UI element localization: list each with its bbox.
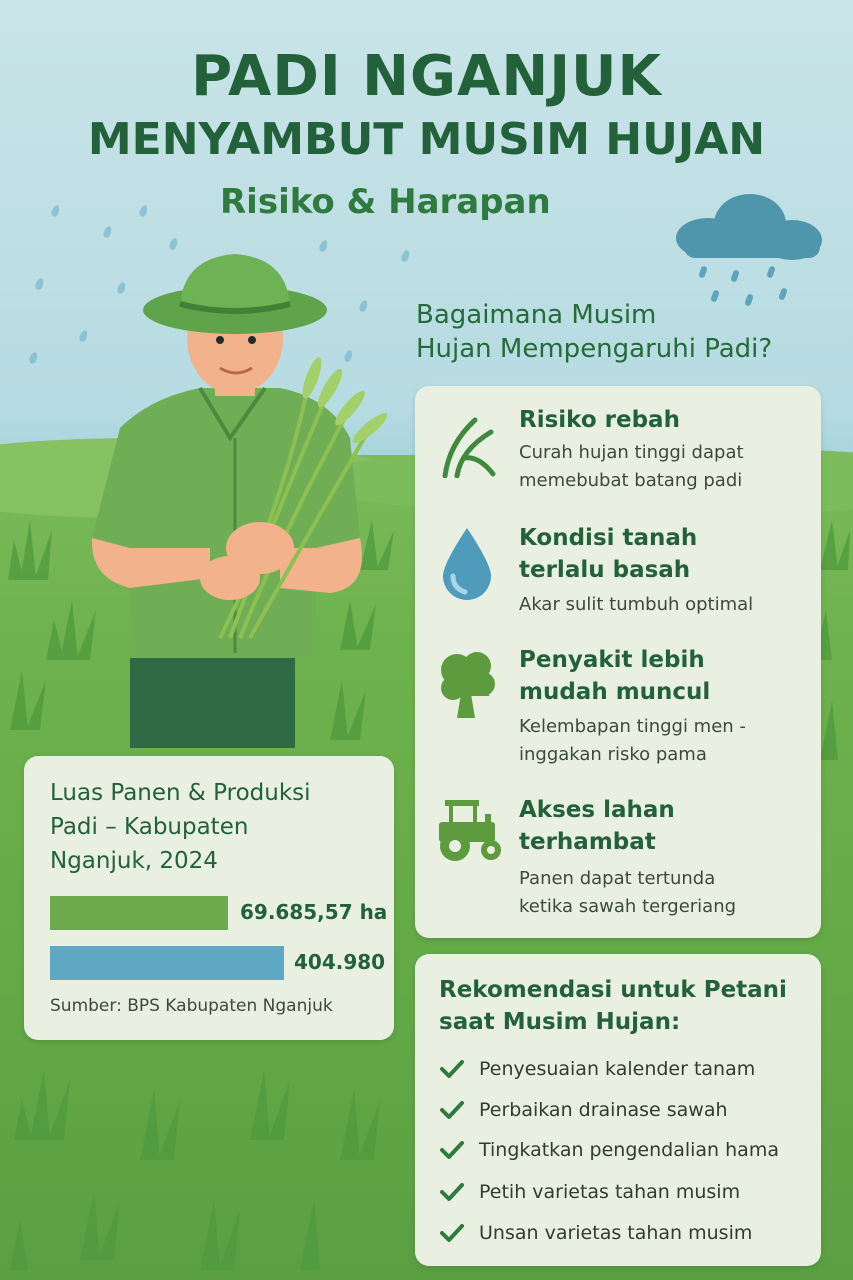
data-source: Sumber: BPS Kabupaten Nganjuk <box>50 996 333 1016</box>
risk-title: Kondisi tanah <box>519 525 698 551</box>
stats-title-line: Padi – Kabupaten <box>50 814 249 840</box>
recommendations-title <box>439 974 787 1038</box>
section-question <box>416 298 772 366</box>
production-value: 404.980 <box>294 950 386 974</box>
stats-title <box>50 776 311 878</box>
recommendations-card <box>415 954 821 1266</box>
risk-description: Akar sulit tumbuh optimal <box>519 594 754 615</box>
main-title: PADI NGANJUK <box>191 44 662 109</box>
tractor-icon <box>435 794 507 864</box>
risk-title: terhambat <box>519 829 656 855</box>
water-drop-icon <box>435 524 499 604</box>
risk-title: Akses lahan <box>519 797 675 823</box>
risk-title: terlalu basah <box>519 557 691 583</box>
recommendation-text: Penyesuaian kalender tanam <box>479 1058 756 1080</box>
question-line: Hujan Mempengaruhi Padi? <box>416 334 773 364</box>
harvest-stats-card <box>24 756 394 1040</box>
main-title-line2: MENYAMBUT MUSIM HUJAN <box>87 114 766 165</box>
risk-description: ketika sawah tergeriang <box>519 896 737 917</box>
harvest-area-value: 69.685,57 ha <box>240 900 388 924</box>
recommendation-text: Perbaikan drainase sawah <box>479 1099 728 1121</box>
harvest-area-bar <box>50 896 228 930</box>
check-icon <box>439 1058 465 1080</box>
risk-description: Kelembapan tinggi men - <box>519 716 746 737</box>
rice-stalk-icon <box>435 414 499 478</box>
risk-title: Penyakit lebih <box>519 647 705 673</box>
recommendations-title-line: Rekomendasi untuk Petani <box>439 977 787 1003</box>
check-icon <box>439 1222 465 1244</box>
risks-card <box>415 386 821 938</box>
check-icon <box>439 1181 465 1203</box>
risk-title: mudah muncul <box>519 679 711 705</box>
check-icon <box>439 1139 465 1161</box>
risk-description: Panen dapat tertunda <box>519 868 716 889</box>
recommendation-text: Petih varietas tahan musim <box>479 1181 741 1203</box>
recommendations-title-line: saat Musim Hujan: <box>439 1009 681 1035</box>
subtitle: Risiko & Harapan <box>220 182 551 222</box>
production-bar <box>50 946 284 980</box>
recommendation-text: Unsan varietas tahan musim <box>479 1222 753 1244</box>
question-line: Bagaimana Musim <box>416 300 657 330</box>
rain-cloud-icon <box>668 190 828 310</box>
stats-title-line: Luas Panen & Produksi <box>50 780 311 806</box>
check-icon <box>439 1099 465 1121</box>
risk-description: memebubat batang padi <box>519 470 743 491</box>
stats-title-line: Nganjuk, 2024 <box>50 848 218 874</box>
risk-description: Curah hujan tinggi dapat <box>519 442 744 463</box>
risk-title: Risiko rebah <box>519 407 680 433</box>
recommendation-text: Tingkatkan pengendalian hama <box>479 1139 779 1161</box>
fungus-icon <box>435 646 499 722</box>
risk-description: inggakan risko pama <box>519 744 707 765</box>
farmer-illustration <box>80 248 400 748</box>
